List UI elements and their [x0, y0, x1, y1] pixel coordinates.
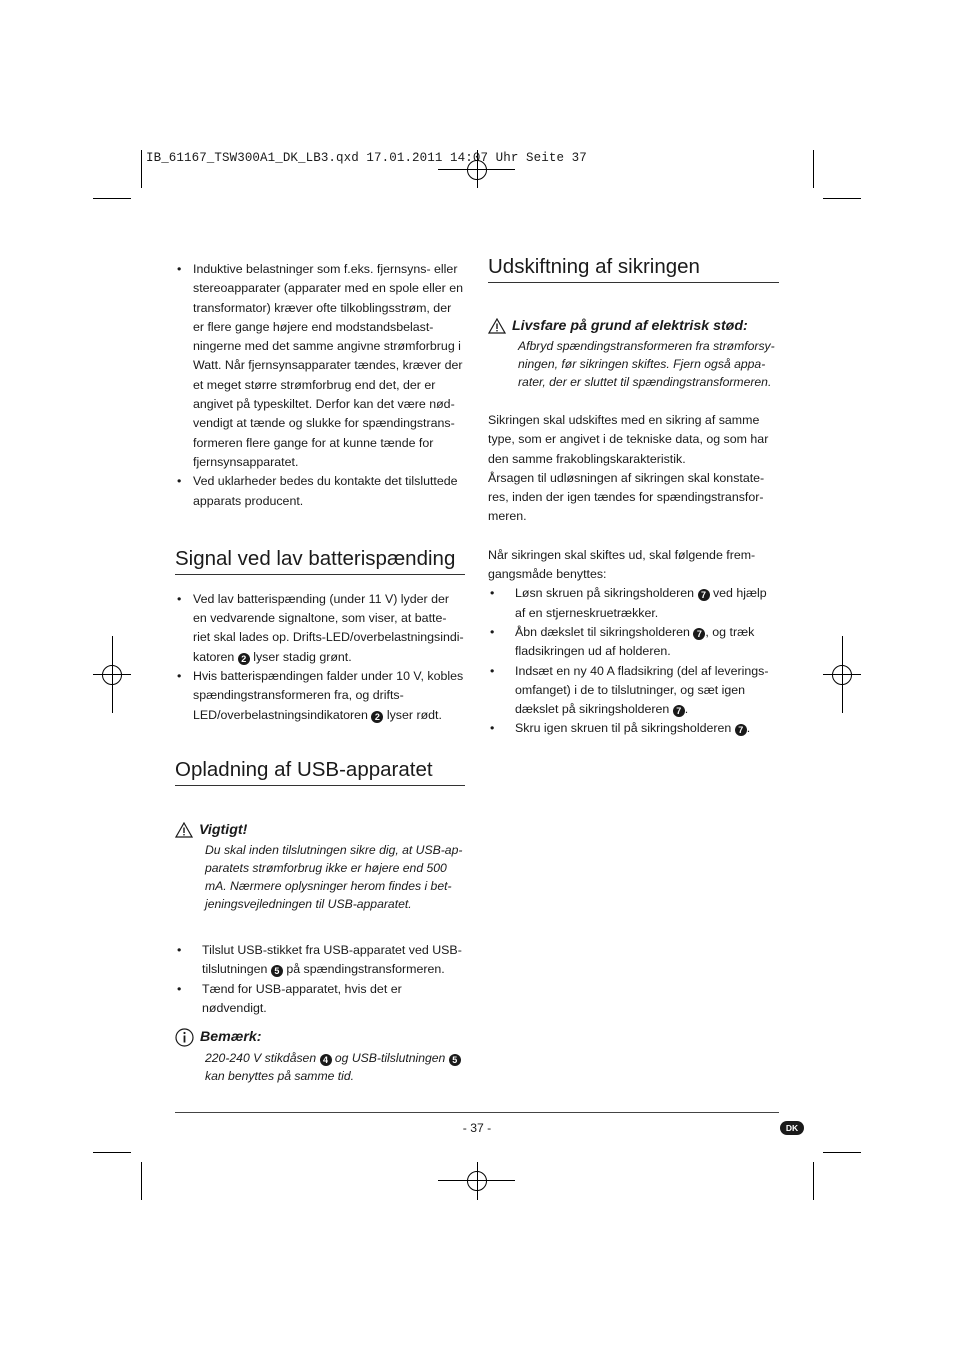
language-badge: DK — [780, 1121, 804, 1135]
list-item: • Tænd for USB-apparatet, hvis det er nødvendigt. — [175, 980, 465, 1019]
list-item: • Ved uklarheder bedes du kontakte det tilsluttede apparats producent. — [175, 472, 465, 511]
page-number: - 37 - — [462, 1121, 492, 1135]
component-number-7-icon: 7 — [693, 628, 705, 640]
component-number-2-icon: 2 — [238, 653, 250, 665]
list-item: • Skru igen skruen til på sikringsholderen 7 . — [488, 719, 779, 738]
list-item: • Ved lav batterispænding (under 11 V) lyder der en vedvarende signaltone, som viser, at batte- riet skal lades op. Drifts-LED/overbelastningsindi- katoren 2 lyser stadig grønt. — [175, 590, 465, 667]
danger-text: Afbryd spændingstransformeren fra strømforsy- ningen, før sikringen skiftes. Fjern også appa- rater, der er sluttet til spændingstransformeren. — [518, 339, 775, 389]
note-title: Bemærk: — [200, 1029, 262, 1046]
footer-rule — [175, 1112, 779, 1113]
intro-bullet-list — [175, 260, 465, 511]
list-item: • Løsn skruen på sikringsholderen 7 ved hjælp af en stjerneskruetrækker. — [488, 584, 779, 623]
print-slug: IB_61167_TSW300A1_DK_LB3.qxd 17.01.2011 14:07 Uhr Seite 37 — [146, 151, 587, 165]
component-number-5-icon: 5 — [449, 1054, 461, 1066]
warning-triangle-icon — [175, 822, 193, 838]
info-icon — [175, 1028, 194, 1047]
usb-heading: Opladning af USB-apparatet — [175, 758, 465, 786]
component-number-5-icon: 5 — [271, 965, 283, 977]
important-text: Du skal inden tilslutningen sikre dig, at USB-ap- paratets strømforbrug ikke er højere end 500 mA. Nærmere oplysninger herom findes i bet- jeningsvejledningen til USB-apparatet. — [205, 842, 463, 911]
list-item: • Tilslut USB-stikket fra USB-apparatet ved USB- tilslutningen 5 på spændingstransformeren. — [175, 941, 465, 980]
component-number-7-icon: 7 — [735, 724, 747, 736]
signal-heading: Signal ved lav batterispænding — [175, 547, 465, 575]
component-number-4-icon: 4 — [320, 1054, 332, 1066]
component-number-7-icon: 7 — [698, 589, 710, 601]
note-box — [175, 1027, 465, 1085]
fuse-paragraph-3: Når sikringen skal skiftes ud, skal følgende frem- gangsmåde benyttes: — [488, 547, 756, 582]
fuse-heading: Udskiftning af sikringen — [488, 255, 779, 283]
important-notice — [175, 820, 465, 913]
note-text: 220-240 V stikdåsen 4 og USB-tilslutningen 5 kan benyttes på samme tid. — [175, 1049, 465, 1085]
right-column — [488, 255, 779, 739]
warning-triangle-icon — [488, 318, 506, 334]
usb-bullet-list — [175, 941, 465, 1018]
component-number-2-icon: 2 — [371, 711, 383, 723]
list-item: • Indsæt en ny 40 A fladsikring (del af leverings- omfanget) i de to tilslutninger, og sæt igen dækslet på sikringsholderen 7 . — [488, 662, 779, 720]
fuse-paragraph-1: Sikringen skal udskiftes med en sikring af samme type, som er angivet i de tekniske data, og som har den samme frakoblingskarakteristik. — [488, 413, 769, 466]
list-item: • Induktive belastninger som f.eks. fjernsyns- eller stereoapparater (apparater med en spole eller en transformator) kræver ofte tilkoblingsstrøm, der er flere gange højere end modstandsbelast- ningerne med det samme angivne strømforbrug i Watt. Når fjernsynsapparater tændes, kræver der et meget større strømforbrug end det, der er angivet på typeskiltet. Derfor kan det være nød- vendigt at tænde og slukke for spændingstrans- formeren flere gange for at kunne tænde for fjernsynsapparatet. — [175, 260, 465, 472]
fuse-steps-list — [488, 584, 779, 738]
important-title: Vigtigt! — [199, 821, 248, 838]
list-item: • Hvis batterispændingen falder under 10 V, kobles spændingstransformeren fra, og drifts- LED/overbelastningsindikatoren 2 lyser rødt. — [175, 667, 465, 725]
danger-notice — [488, 316, 779, 391]
danger-title: Livsfare på grund af elektrisk stød: — [512, 318, 748, 334]
signal-bullet-list — [175, 590, 465, 725]
component-number-7-icon: 7 — [673, 705, 685, 717]
list-item: • Åbn dækslet til sikringsholderen 7 , og træk fladsikringen ud af holderen. — [488, 623, 779, 662]
left-column — [175, 260, 465, 1085]
fuse-paragraph-2: Årsagen til udløsningen af sikringen skal konstate- res, inden der igen tændes for spændingstransfor- meren. — [488, 470, 765, 524]
